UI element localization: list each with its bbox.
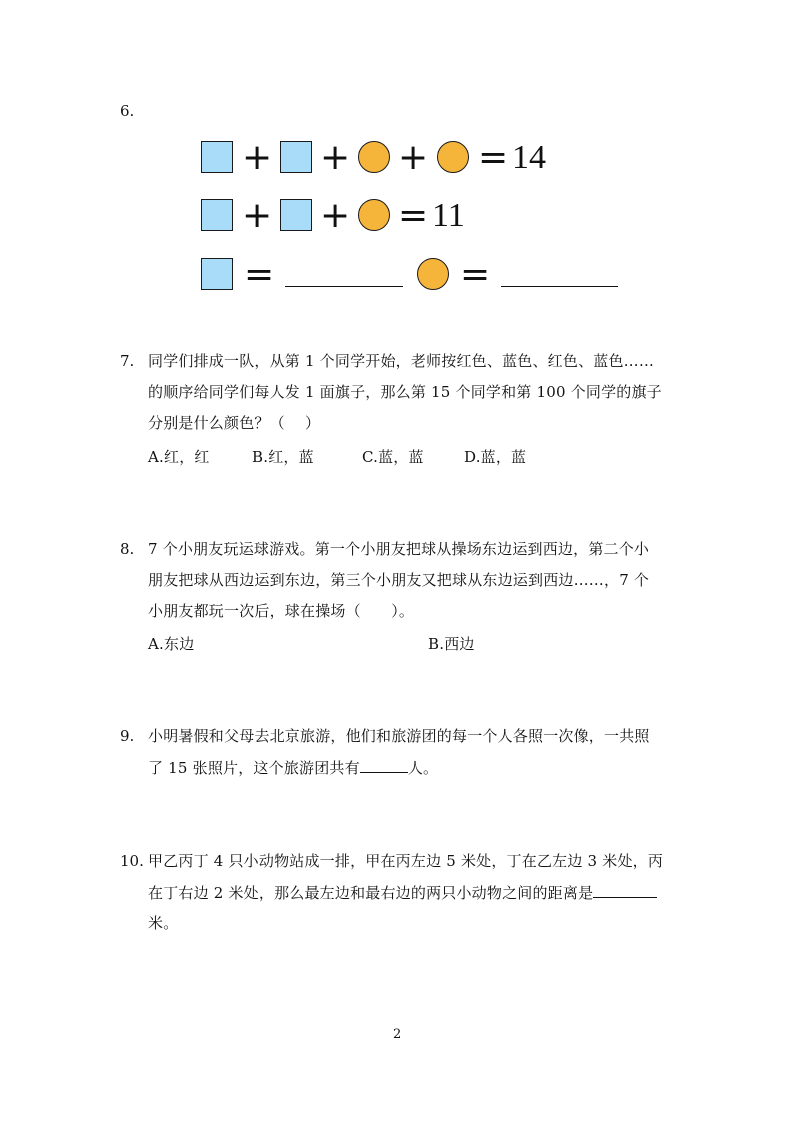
question-7-option-b[interactable]: B.红，蓝 xyxy=(252,448,314,466)
orange-circle-shape xyxy=(358,199,390,231)
question-7-line-2: 的顺序给同学们每人发 1 面旗子，那么第 15 个同学和第 100 个同学的旗子 xyxy=(148,383,662,401)
plus-sign: + xyxy=(398,137,429,178)
question-7-option-c[interactable]: C.蓝，蓝 xyxy=(362,448,424,466)
question-7-option-a[interactable]: A.红，红 xyxy=(148,448,210,466)
orange-circle-shape xyxy=(417,258,449,290)
question-8-line-2: 朋友把球从西边运到东边，第三个小朋友又把球从东边运到西边……，7 个 xyxy=(148,571,650,589)
plus-sign: + xyxy=(320,137,351,178)
plus-sign: + xyxy=(242,195,273,236)
question-9-answer-blank[interactable] xyxy=(360,758,408,773)
question-8-option-a[interactable]: A.东边 xyxy=(148,635,195,653)
orange-circle-shape xyxy=(437,141,469,173)
equation-1-result: 14 xyxy=(512,139,546,176)
question-8-line-3: 小朋友都玩一次后，球在操场（ ）。 xyxy=(148,602,415,620)
question-9-line-2-suffix: 人。 xyxy=(407,759,439,777)
blue-square-shape xyxy=(201,141,233,173)
square-answer-blank[interactable] xyxy=(285,286,403,287)
plus-sign: + xyxy=(320,195,351,236)
question-10-line-2 xyxy=(148,882,657,903)
equation-2-result: 11 xyxy=(432,197,465,234)
question-9-number: 9. xyxy=(120,727,135,745)
page-number: 2 xyxy=(393,1027,402,1042)
question-7-option-d[interactable]: D.蓝，蓝 xyxy=(464,448,527,466)
blue-square-shape xyxy=(201,258,233,290)
question-7-line-3: 分别是什么颜色？（ ） xyxy=(148,414,321,432)
question-10-line-1: 甲乙丙丁 4 只小动物站成一排，甲在丙左边 5 米处，丁在乙左边 3 米处，丙 xyxy=(148,852,664,870)
question-9-line-2-text: 了 15 张照片，这个旅游团共有 xyxy=(148,759,360,777)
question-8-line-1: 7 个小朋友玩运球游戏。第一个小朋友把球从操场东边运到西边，第二个小 xyxy=(148,540,650,558)
question-9-line-1: 小明暑假和父母去北京旅游，他们和旅游团的每一个人各照一次像，一共照 xyxy=(148,727,650,745)
circle-answer-blank[interactable] xyxy=(501,286,618,287)
question-7-number: 7. xyxy=(120,352,135,370)
equals-sign: = xyxy=(460,254,491,295)
equals-sign: = xyxy=(478,137,509,178)
question-10-line-2-text: 在丁右边 2 米处，那么最左边和最右边的两只小动物之间的距离是 xyxy=(148,884,594,902)
question-7-line-1: 同学们排成一队，从第 1 个同学开始，老师按红色、蓝色、红色、蓝色…… xyxy=(148,352,655,370)
question-6-number: 6. xyxy=(120,102,135,120)
question-10-answer-blank[interactable] xyxy=(593,883,657,898)
question-10-line-3: 米。 xyxy=(148,914,179,932)
blue-square-shape xyxy=(201,199,233,231)
plus-sign: + xyxy=(242,137,273,178)
orange-circle-shape xyxy=(358,141,390,173)
question-8-option-b[interactable]: B.西边 xyxy=(428,635,475,653)
equals-sign: = xyxy=(398,195,429,236)
blue-square-shape xyxy=(280,141,312,173)
question-10-number: 10. xyxy=(120,852,144,870)
question-8-number: 8. xyxy=(120,540,135,558)
blue-square-shape xyxy=(280,199,312,231)
equals-sign: = xyxy=(244,254,275,295)
question-9-line-2 xyxy=(148,757,438,778)
